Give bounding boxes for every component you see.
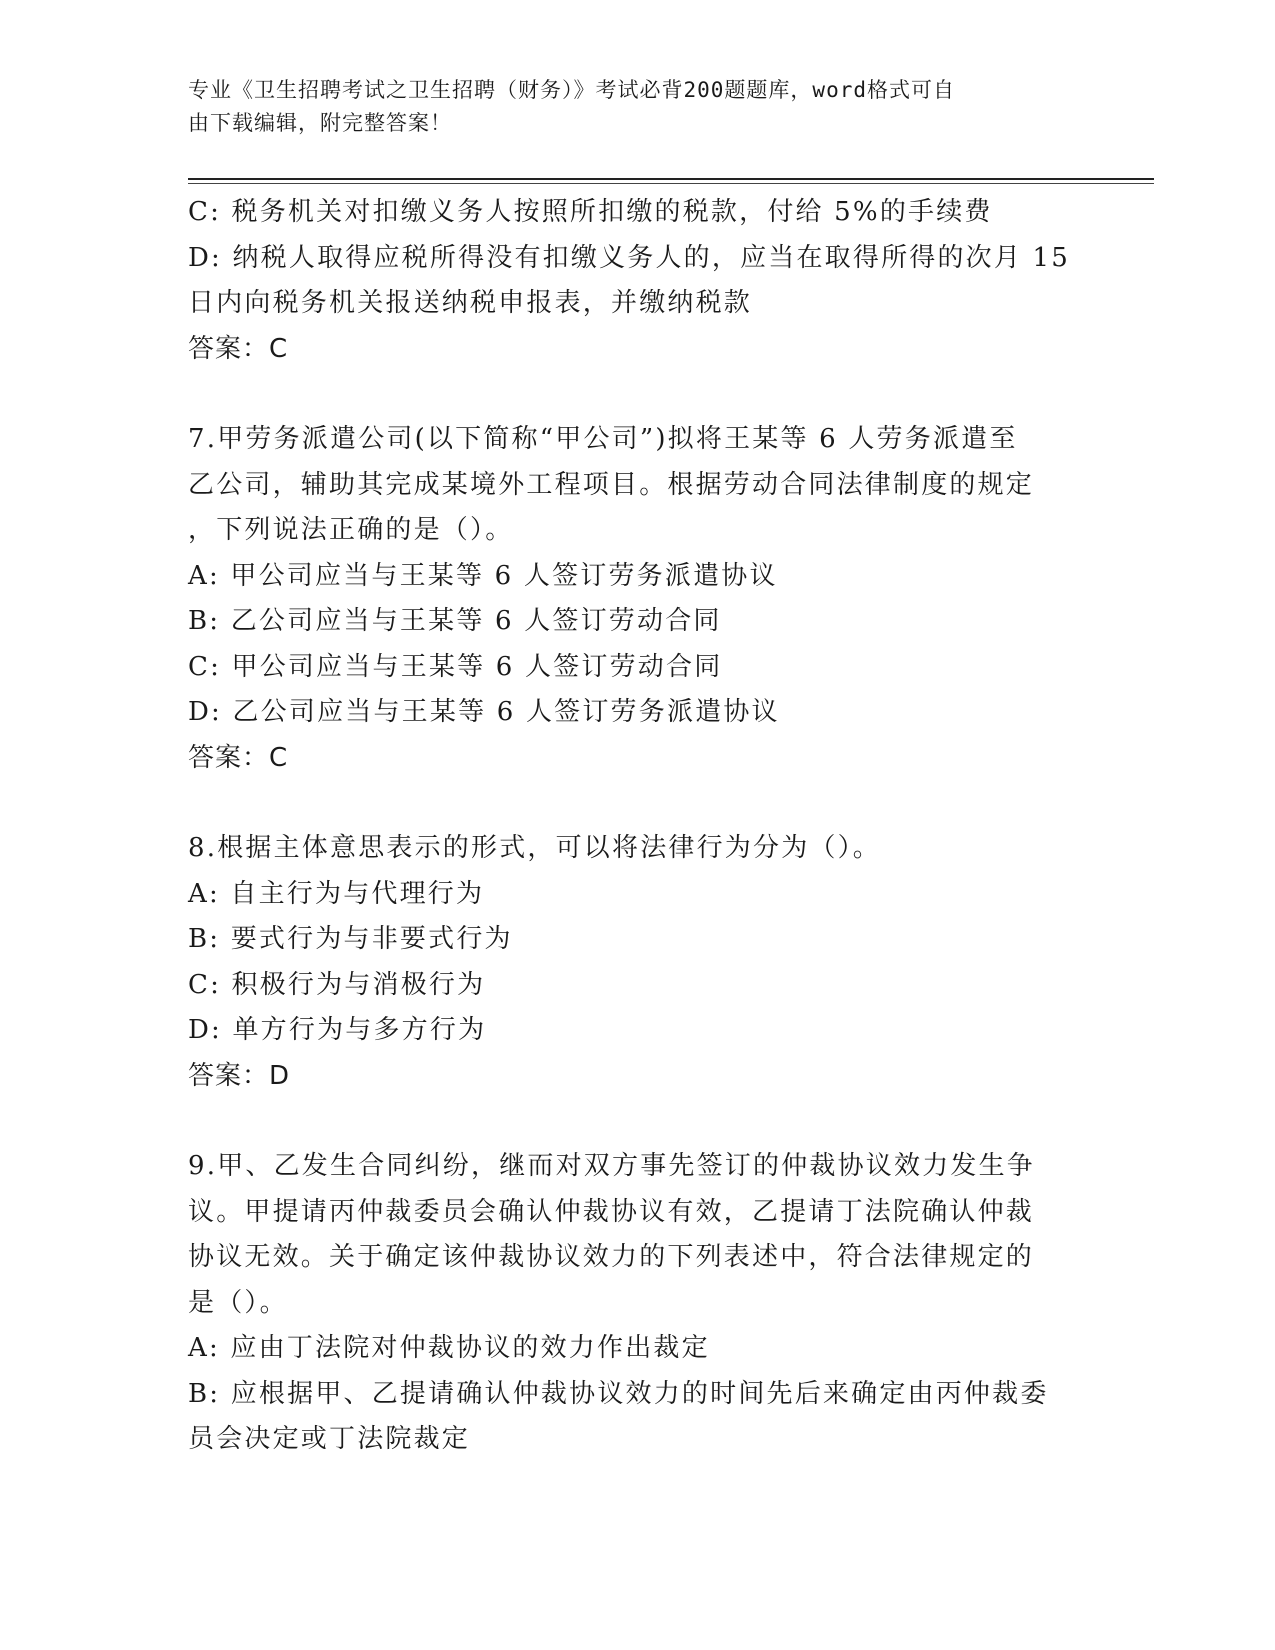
q7-option-a: A: 甲公司应当与王某等 6 人签订劳务派遣协议 — [188, 560, 778, 591]
q9-option-a: A: 应由丁法院对仲裁协议的效力作出裁定 — [188, 1333, 710, 1363]
q8-option-d: D: 单方行为与多方行为 — [188, 1015, 487, 1045]
q7-stem-line-2: 乙公司，辅助其完成某境外工程项目。根据劳动合同法律制度的规定 — [188, 469, 1035, 500]
question-9 — [188, 1144, 1088, 1463]
q7-option-b: B: 乙公司应当与王某等 6 人签订劳动合同 — [188, 606, 722, 636]
q9-stem-line-1: 9.甲、乙发生合同纠纷，继而对双方事先签订的仲裁协议效力发生争 — [188, 1151, 1036, 1181]
document-header — [188, 74, 1088, 140]
spacer — [188, 1099, 1088, 1144]
header-title-line-1: 专业《卫生招聘考试之卫生招聘（财务）》考试必背200题题库，word格式可自 — [188, 78, 955, 102]
q7-stem-line-3: ，下列说法正确的是（）。 — [188, 515, 514, 545]
header-divider-thick — [188, 178, 1154, 180]
q7-option-c: C: 甲公司应当与王某等 6 人签订劳动合同 — [188, 651, 723, 682]
q8-stem-line-1: 8.根据主体意思表示的形式，可以将法律行为分为（）。 — [188, 833, 882, 863]
question-6-tail — [188, 190, 1088, 372]
header-title-line-2: 由下载编辑，附完整答案！ — [188, 111, 452, 135]
q9-stem-line-4: 是（）。 — [188, 1287, 288, 1318]
q7-stem-line-1: 7.甲劳务派遣公司(以下简称“甲公司”)拟将王某等 6 人劳务派遣至 — [188, 424, 1018, 454]
q9-stem-line-3: 协议无效。关于确定该仲裁协议效力的下列表述中，符合法律规定的 — [188, 1242, 1035, 1272]
q8-option-c: C: 积极行为与消极行为 — [188, 969, 486, 1000]
header-divider-thin — [188, 183, 1154, 184]
question-8 — [188, 826, 1088, 1099]
spacer — [188, 781, 1088, 826]
q9-option-b-line-2: 员会决定或丁法院裁定 — [188, 1424, 471, 1454]
q8-option-b: B: 要式行为与非要式行为 — [188, 924, 513, 954]
q7-option-d: D: 乙公司应当与王某等 6 人签订劳务派遣协议 — [188, 697, 780, 727]
spacer — [188, 372, 1088, 417]
q8-answer: 答案：D — [188, 1060, 291, 1091]
q6-option-c: C: 税务机关对扣缴义务人按照所扣缴的税款，付给 5%的手续费 — [188, 197, 993, 227]
q6-option-d-line-1: D: 纳税人取得应税所得没有扣缴义务人的，应当在取得所得的次月 15 — [188, 242, 1071, 273]
q8-option-a: A: 自主行为与代理行为 — [188, 878, 485, 909]
q6-option-d-line-2: 日内向税务机关报送纳税申报表，并缴纳税款 — [188, 288, 753, 318]
q9-stem-line-2: 议。甲提请丙仲裁委员会确认仲裁协议有效，乙提请丁法院确认仲裁 — [188, 1196, 1035, 1227]
question-content — [188, 190, 1088, 1463]
q7-answer: 答案：C — [188, 742, 289, 773]
question-7 — [188, 417, 1088, 781]
q6-answer: 答案：C — [188, 333, 289, 364]
q9-option-b-line-1: B: 应根据甲、乙提请确认仲裁协议效力的时间先后来确定由丙仲裁委 — [188, 1378, 1049, 1409]
